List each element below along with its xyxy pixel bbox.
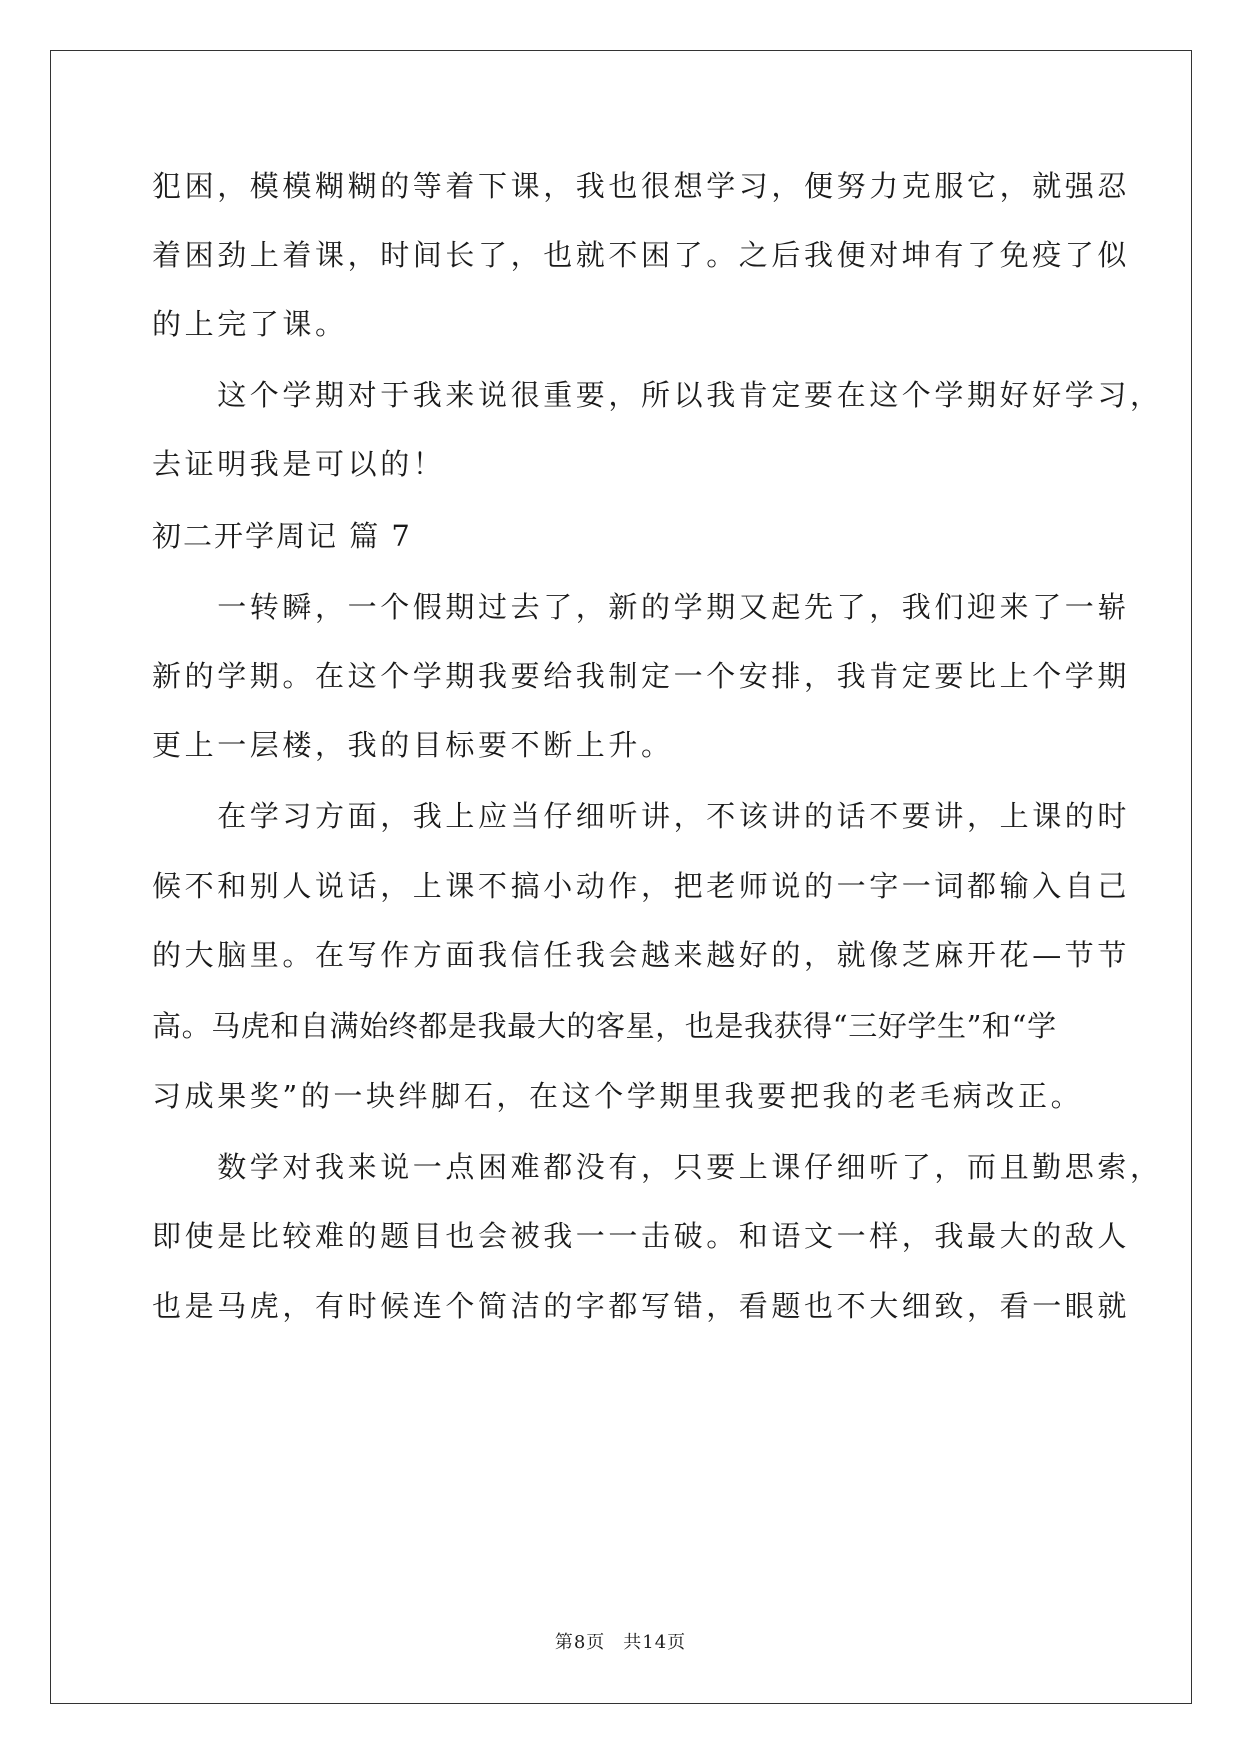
text-line: 即使是比较难的题目也会被我一一击破。和语文一样，我最大的敌人 [152, 1219, 1131, 1253]
text-line: 这个学期对于我来说很重要，所以我肯定要在这个学期好好学习， [152, 378, 1163, 412]
text-line: 数学对我来说一点困难都没有，只要上课仔细听了，而且勤思索， [152, 1150, 1163, 1184]
total-prefix: 共 [623, 1632, 643, 1653]
total-suffix: 页 [667, 1632, 687, 1653]
text-line: 新的学期。在这个学期我要给我制定一个安排，我肯定要比上个学期 [152, 659, 1131, 693]
text-line: 习成果奖”的一块绊脚石，在这个学期里我要把我的老毛病改正。 [152, 1079, 1084, 1113]
text-line: 的上完了课。 [152, 307, 348, 341]
text-line: 犯困，模模糊糊的等着下课，我也很想学习，便努力克服它，就强忍 [152, 169, 1131, 203]
text-line: 的大脑里。在写作方面我信任我会越来越好的，就像芝麻开花—节节 [152, 938, 1131, 972]
text-line: 也是马虎，有时候连个简洁的字都写错，看题也不大细致，看一眼就 [152, 1289, 1131, 1323]
text-line: 更上一层楼，我的目标要不断上升。 [152, 728, 674, 762]
text-line: 高。马虎和自满始终都是我最大的客星，也是我获得“三好学生”和“学 [152, 1009, 1057, 1043]
page-current: 8 [573, 1632, 587, 1653]
page-footer [0, 1628, 1241, 1654]
page-suffix: 页 [586, 1632, 606, 1653]
section-heading: 初二开学周记 篇 7 [152, 519, 412, 553]
page-prefix: 第 [554, 1632, 574, 1653]
text-line: 去证明我是可以的！ [152, 447, 446, 481]
text-line: 一转瞬，一个假期过去了，新的学期又起先了，我们迎来了一崭 [152, 590, 1131, 624]
page-total: 14 [642, 1632, 668, 1653]
text-line: 在学习方面，我上应当仔细听讲，不该讲的话不要讲，上课的时 [152, 799, 1131, 833]
text-line: 着困劲上着课，时间长了，也就不困了。之后我便对坤有了免疫了似 [152, 238, 1131, 272]
text-line: 候不和别人说话，上课不搞小动作，把老师说的一字一词都输入自己 [152, 869, 1131, 903]
